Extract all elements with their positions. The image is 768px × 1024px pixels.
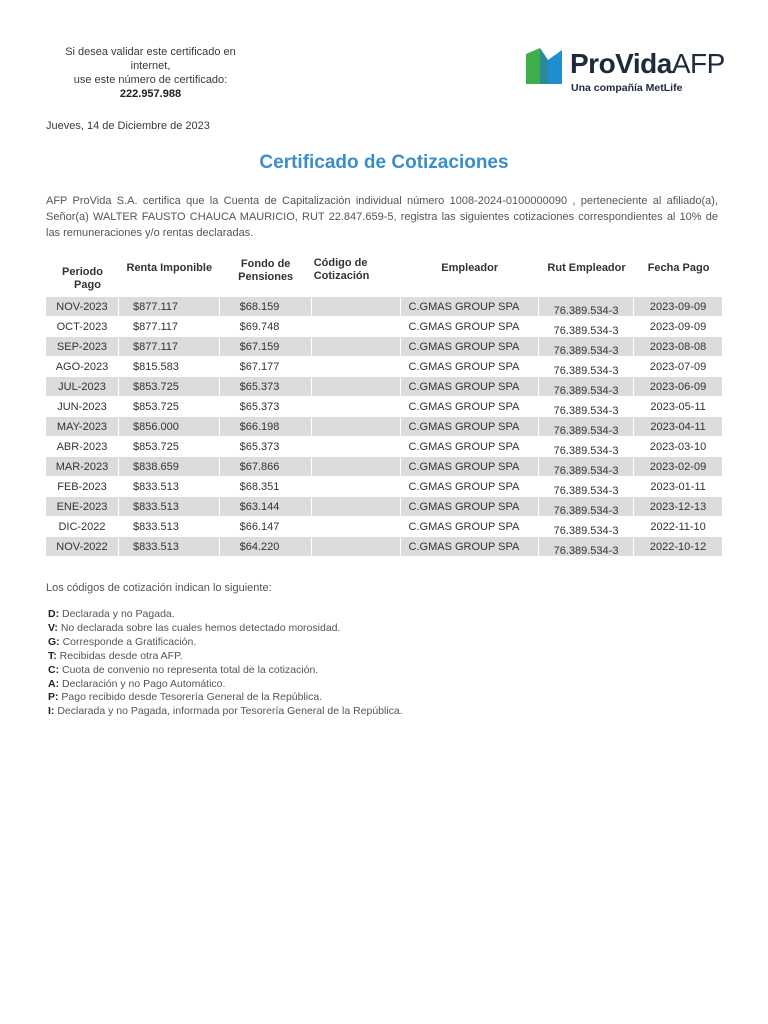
cell-rut-text: 76.389.534-3 xyxy=(553,384,619,397)
table-row xyxy=(46,396,723,416)
code-letter: A: xyxy=(48,677,60,690)
header-renta xyxy=(119,254,220,296)
code-description: Pago recibido desde Tesorería General de la República. xyxy=(58,691,323,704)
cell-rut xyxy=(539,376,634,396)
header-fondo xyxy=(220,254,312,296)
header-rut xyxy=(539,254,634,296)
cell-rut-text: 76.389.534-3 xyxy=(553,444,619,457)
cell-periodo: DIC-2022 xyxy=(46,516,119,536)
cell-periodo: NOV-2022 xyxy=(46,536,119,556)
cell-rut xyxy=(539,436,634,456)
code-letter: T: xyxy=(48,649,57,662)
cell-fecha: 2023-09-09 xyxy=(634,296,723,316)
header-codigo-line2: Cotización xyxy=(313,270,370,282)
table-row xyxy=(46,336,723,356)
validation-line-1: Si desea validar este certificado en xyxy=(65,46,236,58)
cell-fecha: 2023-12-13 xyxy=(634,496,723,516)
table-row xyxy=(46,516,723,536)
code-letter: G: xyxy=(48,635,60,648)
cell-empleador: C.GMAS GROUP SPA xyxy=(401,316,539,336)
cell-fondo: $68.351 xyxy=(220,476,312,496)
cell-codigo xyxy=(312,316,401,336)
cell-rut xyxy=(539,356,634,376)
cell-rut-text: 76.389.534-3 xyxy=(553,324,619,337)
code-letter: C: xyxy=(48,663,60,676)
cell-fondo: $67.159 xyxy=(220,336,312,356)
cell-empleador: C.GMAS GROUP SPA xyxy=(401,376,539,396)
table-row xyxy=(46,296,723,316)
table-row xyxy=(46,476,723,496)
cell-renta: $838.659 xyxy=(119,456,220,476)
header-fecha xyxy=(634,254,723,296)
cell-fecha: 2023-08-08 xyxy=(634,336,723,356)
cell-rut xyxy=(539,476,634,496)
cell-rut-text: 76.389.534-3 xyxy=(553,304,619,317)
code-description: Cuota de convenio no representa total de la cotización. xyxy=(59,663,319,676)
cell-codigo xyxy=(312,396,401,416)
cell-fecha: 2023-04-11 xyxy=(634,416,723,436)
code-item xyxy=(48,664,403,678)
cell-fecha: 2023-03-10 xyxy=(634,436,723,456)
cell-fondo: $67.866 xyxy=(220,456,312,476)
header-rut-label: Rut Empleador xyxy=(547,261,626,274)
table-row xyxy=(46,496,723,516)
cell-codigo xyxy=(312,336,401,356)
cell-empleador: C.GMAS GROUP SPA xyxy=(401,516,539,536)
cell-rut xyxy=(539,316,634,336)
brand-afp: AFP xyxy=(671,48,725,79)
code-letter: D: xyxy=(48,608,60,620)
brand-name xyxy=(570,48,725,80)
cell-empleador: C.GMAS GROUP SPA xyxy=(401,356,539,376)
cell-renta: $853.725 xyxy=(119,376,220,396)
cell-codigo xyxy=(312,296,401,316)
header-codigo-line1: Código de xyxy=(313,257,368,269)
cell-renta: $853.725 xyxy=(119,436,220,456)
table-row xyxy=(46,376,723,396)
code-description: No declarada sobre las cuales hemos detectado morosidad. xyxy=(57,621,341,634)
brand-tagline: Una compañía MetLife xyxy=(571,82,683,94)
cell-periodo: ENE-2023 xyxy=(46,496,119,516)
cell-empleador: C.GMAS GROUP SPA xyxy=(401,436,539,456)
certificate-number: 222.957.988 xyxy=(119,88,182,100)
cell-fecha: 2023-09-09 xyxy=(634,316,723,336)
cell-rut-text: 76.389.534-3 xyxy=(553,464,619,477)
cell-rut-text: 76.389.534-3 xyxy=(553,344,619,357)
cell-fondo: $65.373 xyxy=(220,396,312,416)
cell-renta: $833.513 xyxy=(119,476,220,496)
cell-fecha: 2023-07-09 xyxy=(634,356,723,376)
code-letter: V: xyxy=(48,621,58,634)
cell-fecha: 2023-05-11 xyxy=(634,396,723,416)
cell-fecha: 2023-06-09 xyxy=(634,376,723,396)
cell-fondo: $66.198 xyxy=(220,416,312,436)
table-row xyxy=(46,316,723,336)
cell-fecha: 2022-11-10 xyxy=(634,516,723,536)
header-periodo-line2: Pago xyxy=(74,279,101,291)
cell-periodo: JUN-2023 xyxy=(46,396,119,416)
cell-codigo xyxy=(312,516,401,536)
cell-rut xyxy=(539,396,634,416)
cell-rut xyxy=(539,336,634,356)
cell-fecha: 2023-02-09 xyxy=(634,456,723,476)
code-letter: P: xyxy=(48,691,59,704)
table-row xyxy=(46,416,723,436)
cell-periodo: AGO-2023 xyxy=(46,356,119,376)
codes-list xyxy=(48,608,403,719)
header-codigo xyxy=(312,254,401,296)
cell-rut-text: 76.389.534-3 xyxy=(553,524,619,537)
cell-empleador: C.GMAS GROUP SPA xyxy=(401,456,539,476)
cell-periodo: MAY-2023 xyxy=(46,416,119,436)
code-item xyxy=(48,691,403,705)
cell-codigo xyxy=(312,356,401,376)
cell-fondo: $63.144 xyxy=(220,496,312,516)
code-description: Declarada y no Pagada. xyxy=(59,608,175,620)
cell-rut-text: 76.389.534-3 xyxy=(553,364,619,377)
code-letter: I: xyxy=(48,705,55,718)
cell-rut-text: 76.389.534-3 xyxy=(553,504,619,517)
cell-periodo: JUL-2023 xyxy=(46,376,119,396)
table-body xyxy=(46,296,723,556)
cell-codigo xyxy=(312,536,401,556)
table-row xyxy=(46,536,723,556)
cell-fondo: $68.159 xyxy=(220,296,312,316)
cell-periodo: ABR-2023 xyxy=(46,436,119,456)
cell-fecha: 2022-10-12 xyxy=(634,536,723,556)
code-description: Declarada y no Pagada, informada por Tesorería General de la República. xyxy=(54,705,403,718)
header-empleador xyxy=(401,254,539,296)
cell-fondo: $69.748 xyxy=(220,316,312,336)
code-item xyxy=(48,622,403,636)
table-row xyxy=(46,456,723,476)
cell-renta: $877.117 xyxy=(119,296,220,316)
cell-fondo: $65.373 xyxy=(220,436,312,456)
cell-rut xyxy=(539,496,634,516)
code-item xyxy=(48,650,403,664)
cell-empleador: C.GMAS GROUP SPA xyxy=(401,496,539,516)
cell-fondo: $66.147 xyxy=(220,516,312,536)
cell-periodo: NOV-2023 xyxy=(46,296,119,316)
cell-renta: $853.725 xyxy=(119,396,220,416)
cell-rut xyxy=(539,296,634,316)
cell-periodo: FEB-2023 xyxy=(46,476,119,496)
cell-empleador: C.GMAS GROUP SPA xyxy=(401,416,539,436)
code-description: Recibidas desde otra AFP. xyxy=(56,649,183,662)
cell-renta: $833.513 xyxy=(119,536,220,556)
code-item xyxy=(48,705,403,719)
cell-renta: $833.513 xyxy=(119,516,220,536)
cell-renta: $815.583 xyxy=(119,356,220,376)
cell-periodo: MAR-2023 xyxy=(46,456,119,476)
cell-rut xyxy=(539,536,634,556)
header-fondo-line1: Fondo de xyxy=(240,258,291,270)
cell-fecha: 2023-01-11 xyxy=(634,476,723,496)
cell-empleador: C.GMAS GROUP SPA xyxy=(401,396,539,416)
cell-codigo xyxy=(312,376,401,396)
header-fecha-label: Fecha Pago xyxy=(647,261,710,274)
table-header-row xyxy=(46,254,723,296)
header-fondo-line2: Pensiones xyxy=(238,271,294,283)
cell-renta: $877.117 xyxy=(119,316,220,336)
cell-empleador: C.GMAS GROUP SPA xyxy=(401,296,539,316)
code-description: Declaración y no Pago Automático. xyxy=(59,677,226,690)
cell-codigo xyxy=(312,496,401,516)
contributions-table xyxy=(46,254,723,556)
issue-date: Jueves, 14 de Diciembre de 2023 xyxy=(46,120,210,132)
header-empleador-label: Empleador xyxy=(441,261,499,274)
cell-fondo: $64.220 xyxy=(220,536,312,556)
cell-renta: $856.000 xyxy=(119,416,220,436)
cell-rut-text: 76.389.534-3 xyxy=(553,544,619,557)
cell-codigo xyxy=(312,456,401,476)
validation-notice xyxy=(48,45,253,101)
cell-rut xyxy=(539,416,634,436)
code-item xyxy=(48,608,403,622)
cell-codigo xyxy=(312,436,401,456)
validation-line-3: use este número de certificado: xyxy=(73,74,228,86)
cell-periodo: OCT-2023 xyxy=(46,316,119,336)
table-row xyxy=(46,356,723,376)
cell-fondo: $65.373 xyxy=(220,376,312,396)
document-title: Certificado de Cotizaciones xyxy=(259,152,509,173)
cell-fondo: $67.177 xyxy=(220,356,312,376)
brand-provida: ProVida xyxy=(570,48,672,79)
code-item xyxy=(48,678,403,692)
code-description: Corresponde a Gratificación. xyxy=(59,635,197,648)
provida-logo xyxy=(524,44,734,98)
cell-codigo xyxy=(312,476,401,496)
cell-periodo: SEP-2023 xyxy=(46,336,119,356)
cell-rut xyxy=(539,456,634,476)
cell-rut-text: 76.389.534-3 xyxy=(553,404,619,417)
cell-rut-text: 76.389.534-3 xyxy=(553,484,619,497)
header-periodo-line1: Periodo xyxy=(62,266,103,278)
provida-mark-icon xyxy=(524,46,564,86)
cell-empleador: C.GMAS GROUP SPA xyxy=(401,476,539,496)
cell-renta: $877.117 xyxy=(119,336,220,356)
header-renta-label: Renta Imponible xyxy=(126,261,213,274)
cell-empleador: C.GMAS GROUP SPA xyxy=(401,536,539,556)
cell-rut xyxy=(539,516,634,536)
cell-empleador: C.GMAS GROUP SPA xyxy=(401,336,539,356)
cell-codigo xyxy=(312,416,401,436)
header-periodo xyxy=(46,254,119,296)
code-item xyxy=(48,636,403,650)
cell-rut-text: 76.389.534-3 xyxy=(553,424,619,437)
validation-line-2: internet, xyxy=(130,60,171,72)
certification-paragraph: AFP ProVida S.A. certifica que la Cuenta de Capitalización individual número 1008-2024-0100000090 , perteneciente al afiliado(a), Señor(a) WALTER FAUSTO CHAUCA MAURICIO, RUT 22.847.659-5, registra las siguientes cotizaciones correspondientes al 10% de las remuneraciones y/o rentas declaradas. xyxy=(46,195,718,239)
table-row xyxy=(46,436,723,456)
cell-renta: $833.513 xyxy=(119,496,220,516)
codes-intro: Los códigos de cotización indican lo siguiente: xyxy=(46,582,272,594)
